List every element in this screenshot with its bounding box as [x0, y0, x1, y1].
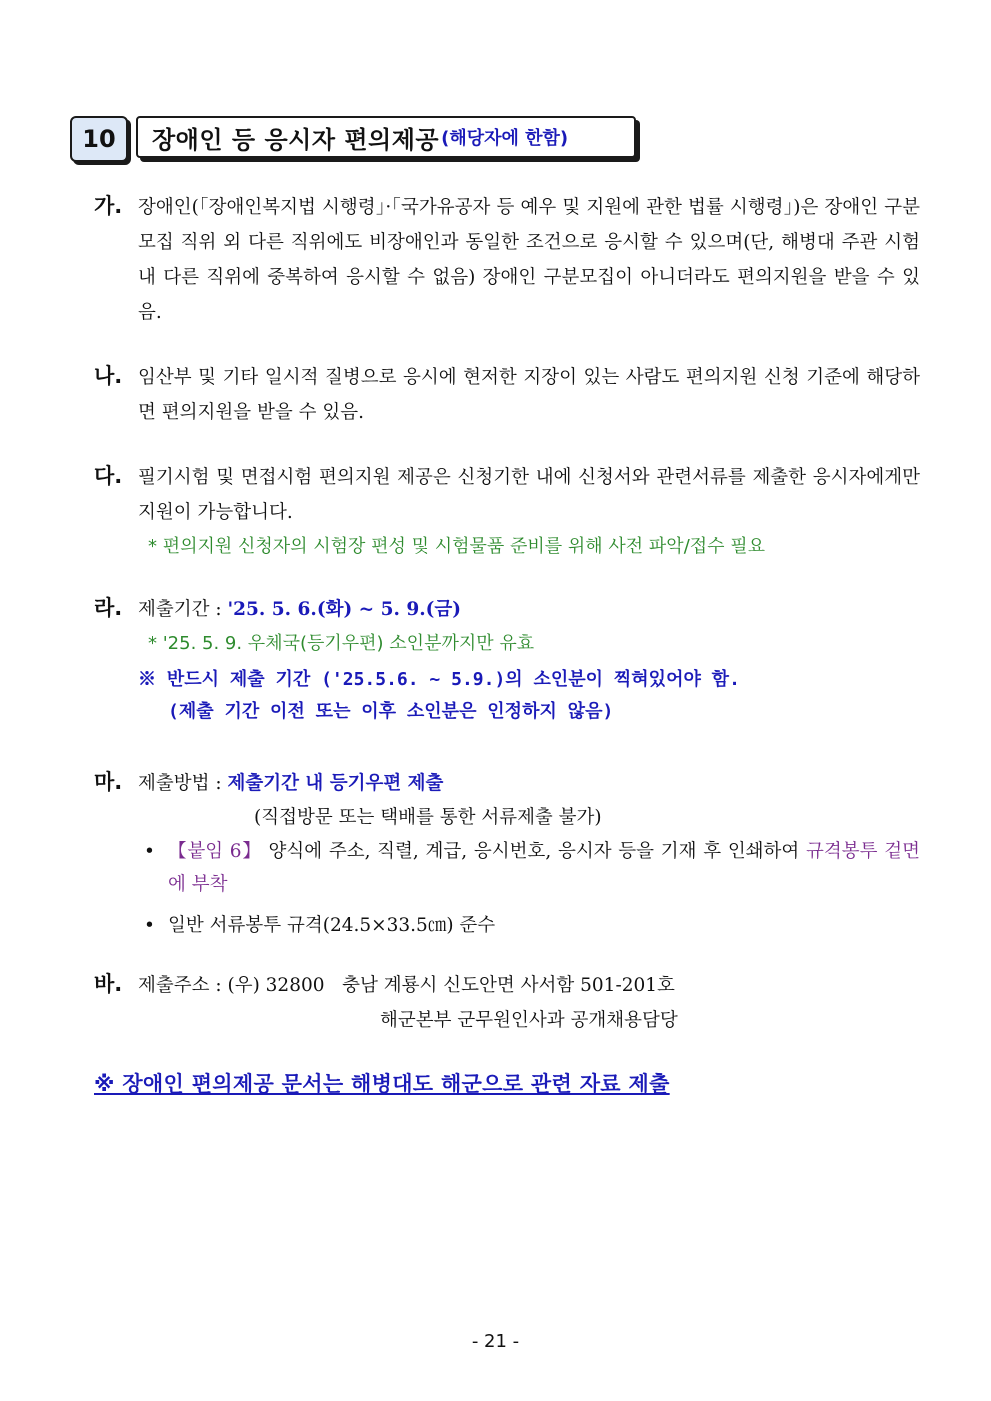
item-na — [94, 360, 920, 430]
item-text: 장애인(「장애인복지법 시행령」·「국가유공자 등 예우 및 지원에 관한 법률 시행령」)은 장애인 구분모집 직위 외 다른 직위에도 비장애인과 동일한 조건으로 응시할 수 있으며(단, 해병대 주관 시험 내 다른 직위에 중복하여 응시할 수 없음) 장애인 구분모집이 아니더라도 편의지원을 받을 수 있음. — [138, 197, 920, 323]
submission-address-line-2: 해군본부 군무원인사과 공개채용담당 — [380, 1010, 678, 1031]
warning-line-1: ※ 반드시 제출 기간 ('25.5.6. ~ 5.9.)의 소인분이 찍혀있어야 함. — [138, 669, 740, 690]
item-ra — [94, 592, 920, 728]
item-label: 다. — [94, 464, 123, 488]
submission-period: '25. 5. 6.(화) ~ 5. 9.(금) — [227, 599, 462, 620]
section-subtitle: (해당자에 한함) — [441, 128, 569, 149]
submission-method-sub: (직접방문 또는 택배를 통한 서류제출 불가) — [254, 807, 602, 828]
submission-method-label: 제출방법 : — [138, 773, 228, 794]
item-text: 필기시험 및 면접시험 편의지원 제공은 신청기한 내에 신청서와 관련서류를 제출한 응시자에게만 지원이 가능합니다. — [138, 467, 920, 523]
item-note: * 편의지원 신청자의 시험장 편성 및 시험물품 준비를 위해 사전 파악/접수 필요 — [148, 536, 766, 557]
item-label: 가. — [94, 194, 123, 218]
item-text: 임산부 및 기타 일시적 질병으로 응시에 현저한 지장이 있는 사람도 편의지원 신청 기준에 해당하면 편의지원을 받을 수 있음. — [138, 367, 920, 423]
item-ga — [94, 190, 920, 330]
submission-address: 제출주소 : (우) 32800 충남 계룡시 신도안면 사서함 501-201호 — [138, 975, 675, 996]
section-number: 10 — [70, 116, 128, 162]
attachment-ref: 【붙임 6】 — [168, 841, 262, 862]
item-ba — [94, 968, 920, 1039]
item-ma — [94, 766, 920, 942]
warning-line-2: (제출 기간 이전 또는 이후 소인분은 인정하지 않음) — [168, 701, 614, 722]
submission-method: 제출기간 내 등기우편 제출 — [227, 773, 444, 794]
bullet-icon: • — [144, 841, 155, 862]
bullet-icon: • — [144, 915, 155, 936]
bullet-item — [144, 909, 920, 942]
item-label: 나. — [94, 364, 123, 388]
bullet-text-highlight: 규격봉투 겉면에 부착 — [168, 841, 920, 895]
item-da — [94, 460, 920, 563]
item-label: 바. — [94, 972, 123, 996]
section-title: 장애인 등 응시자 편의제공 — [152, 125, 440, 154]
bullet-text: 일반 서류봉투 규격(24.5×33.5㎝) 준수 — [168, 915, 496, 936]
item-note: * '25. 5. 9. 우체국(등기우편) 소인분까지만 유효 — [148, 633, 535, 654]
page-number: - 21 - — [471, 1331, 520, 1352]
item-label: 마. — [94, 770, 123, 794]
section-title-box — [136, 116, 636, 158]
bullet-text: 양식에 주소, 직렬, 계급, 응시번호, 응시자 등을 기재 후 인쇄하여 — [261, 841, 807, 862]
bullet-item — [144, 835, 920, 901]
footer-note: ※ 장애인 편의제공 문서는 해병대도 해군으로 관련 자료 제출 — [94, 1072, 670, 1096]
item-label: 라. — [94, 596, 123, 620]
submission-period-label: 제출기간 : — [138, 599, 228, 620]
